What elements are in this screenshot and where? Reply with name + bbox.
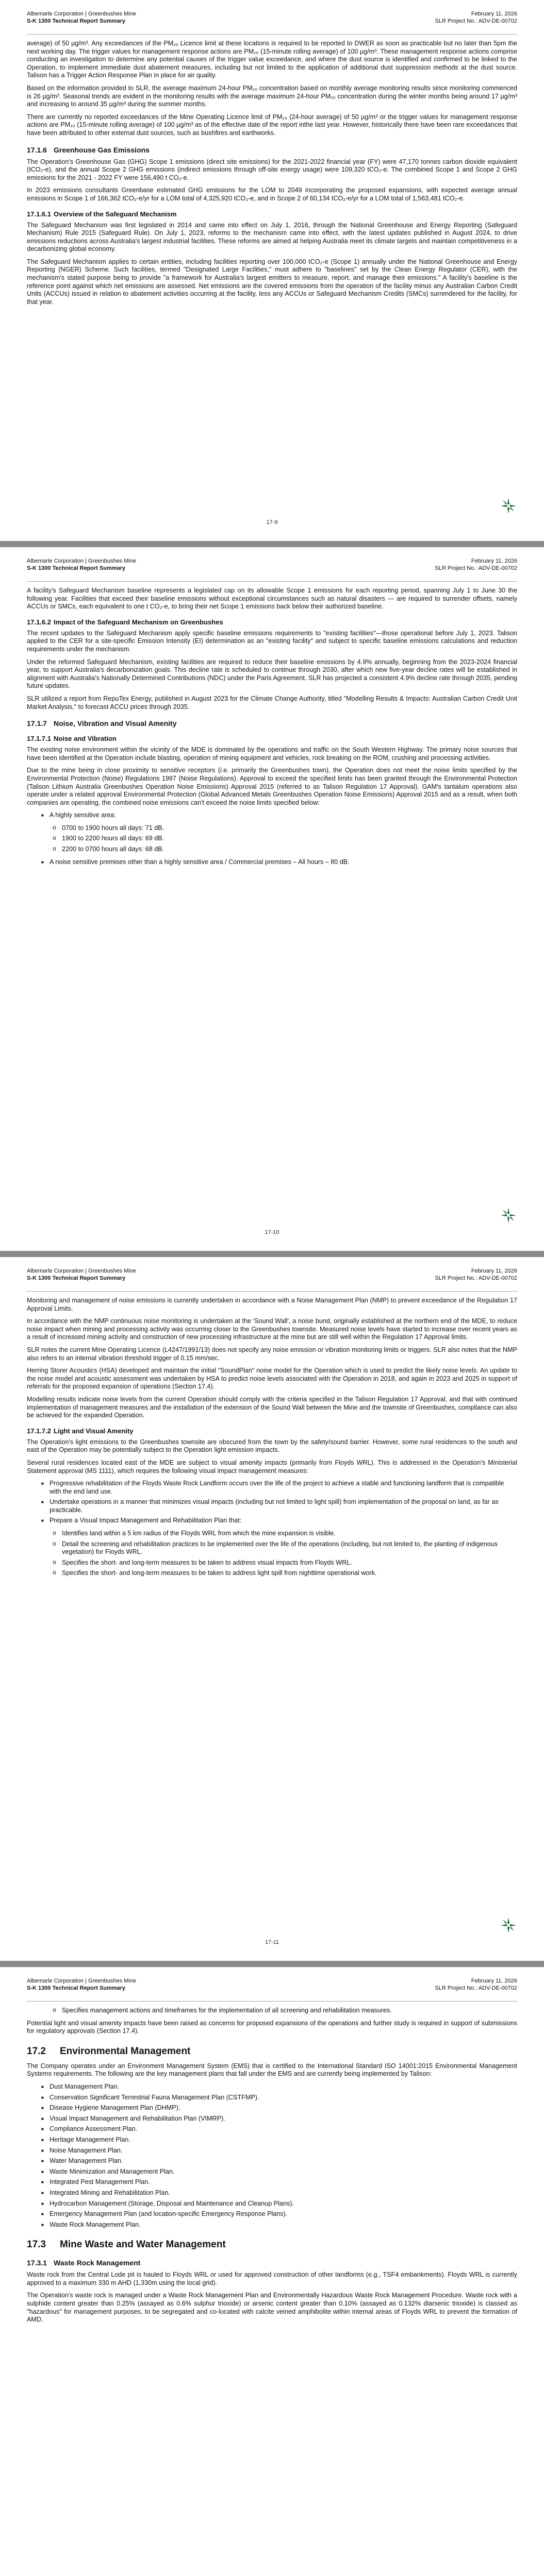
list-item: ■ Compliance Assessment Plan. [50,2125,517,2133]
section-heading-noise: 17.1.7 Noise, Vibration and Visual Amenity [27,719,177,728]
list-item: ■ Waste Minimization and Management Plan. [50,2168,517,2176]
paragraph: Based on the information provided to SLR, the average maximum 24-hour PM₁₀ concentration based on monthly average monitoring results since monitoring commenced is 26 µg/m³. Seasonal trends are evident in the monitoring results with the average maximum 24-hour PM₁₀ concentration during the winter months being around 17 µg/m³ and increasing to around 35 µg/m³ during the summer months. [27,84,517,108]
list-item: o 2200 to 0700 hours all days: 68 dB. [62,845,517,854]
page-number: 17-9 [266,519,278,526]
header-date: February 11, 2026 [471,1268,517,1274]
paragraph: The Safeguard Mechanism applies to certain entities, including facilities reporting over 100,000 tCO₂-e (Scope 1) annually under the National Greenhouse and Energy Reporting (NGER) Scheme. Such facilities, termed "Designated Large Facilities," must adhere to "baselines" set by the Clean Energy Regulator (CER), with the mechanism's stated purpose being to provide "a framework for Australia's largest emitters to measure, report, and manage their emissions." A facility's baseline is the reference point against which net emissions are assessed. Net emissions are the covered emissions from the operation of the facility minus any Australian Carbon Credit Units (ACCUs) issued in relation to abatement activities occurring at the facility, less any ACCUs or Safeguard Mechanism Credits (SMCs) surrendered for the facility, for that year. [27,258,517,306]
list-item: o Identifies land within a 5 km radius of the Floyds WRL from which the mine expansion is visible. [62,1530,517,1538]
sub-list [27,2007,517,2015]
section-heading-safeguard-impact: 17.1.6.2 Impact of the Safeguard Mechanism on Greenbushes [27,618,223,626]
bullet-list [27,858,517,867]
list-item: ■ Waste Rock Management Plan. [50,2221,517,2229]
header-company: Albemarle Corporation | Greenbushes Mine [27,558,136,564]
list-item: ■ Water Management Plan. [50,2157,517,2165]
list-item: ■ Noise Management Plan. [50,2147,517,2155]
list-item: ■ Undertake operations in a manner that minimizes visual impacts (including but not limited to light spill) from implementation of the proposal on land, as far as practicable. [50,1498,517,1514]
header-report-title: S-K 1300 Technical Report Summary [27,1985,126,1991]
paragraph: In accordance with the NMP continuous noise monitoring is undertaken at the 'Sound Wall', a noise bund, originally established at the northern end of the MDE, to reduce noise impact when mining and processing activity was occurring closer to the Greenbushes townsite. Measured noise levels have started to increase over recent years as a result of increased mining activity and construction of new processing infrastructure at the mine but are still well within the Regulation 17 Approval limits. [27,1317,517,1341]
paragraph: Due to the mine being in close proximity to sensitive receptors (i.e. primarily the Greenbushes town), the Operation does not meet the noise limits specified by the Environmental Protection (Noise) Regulations 1997 (Noise Regulations). Approval to exceed the specified limits has been granted through the Environmental Protection (Talison Lithium Australia Greenbushes Operation Noise Emissions) Approval 2015 (referred to as Talison Regulation 17 Approval). GAM's tantalum operations also operate under a related approval Environmental Protection (Global Advanced Metals Greenbushes Operation Noise Emissions) Approval 2015 and as a result, when both companies are operating, the combined noise emissions can't exceed the noise limits specified below: [27,767,517,806]
list-item: ■ Disease Hygiene Management Plan (DHMP). [50,2104,517,2112]
page-17-11 [0,1257,544,1961]
list-item: o 0700 to 1900 hours all days: 71 dB. [62,824,517,833]
bullet-list [27,1480,517,1525]
paragraph: SLR utilized a report from RepuTex Energy, published in August 2023 for the Climate Change Authority, titled "Modelling Results & Impacts: Australian Carbon Credit Unit Market Analysis," to forecast ACCU prices through 2035. [27,694,517,710]
header-date: February 11, 2026 [471,11,517,17]
slr-logo-icon [500,1207,517,1224]
paragraph: average) of 50 µg/m³. Any exceedances of the PM₁₀ Licence limit at these locations is required to be reported to DWER as soon as practicable but no later than 5pm the next working day. The trigger values for management response actions are PM₁₀ (15-minute rolling average) of 100 µg/m³. These management response actions comprise conducting an investigation to determine any potential causes of the trigger value exceedance, and where the dust source is identified and confirmed to be linked to the Operation, to implement immediate dust abatement measures, including but not limited to the application of additional dust suppression methods at the dust source. Talison has a Trigger Action Response Plan in place for air quality. [27,40,517,79]
header-company: Albemarle Corporation | Greenbushes Mine [27,1268,136,1274]
header-report-title: S-K 1300 Technical Report Summary [27,565,126,571]
list-item: o Detail the screening and rehabilitation practices to be implemented over the life of the operations (including, but not limited to, the planting of indigenous vegetation) for Floyds WRL. [62,1540,517,1556]
paragraph: The Operation's waste rock is managed under a Waste Rock Management Plan and Environmentally Hazardous Waste Rock Management Procedure. Waste rock with a sulphide content greater than 0.25% (assayed as 0.6% sulphur trioxide) or arsenic content greater than 0.10% (assayed as 0.132% diarsenic trioxide) is classed as "hazardous" for management purposes, to be segregated and co-located with calcite veined amphibolite within internal areas of Floyds WRL to prevent the formation of AMD. [27,2292,517,2324]
header-project-no: SLR Project No.: ADV-DE-00702 [435,18,517,24]
list-item: ■ Heritage Management Plan. [50,2136,517,2144]
header-report-title: S-K 1300 Technical Report Summary [27,1275,126,1281]
list-item: o Specifies the short- and long-term measures to be taken to address visual impacts from Floyds WRL. [62,1559,517,1567]
section-heading-light-visual: 17.1.7.2 Light and Visual Amenity [27,1427,134,1435]
sub-list [27,824,517,854]
list-item: o Specifies the short- and long-term measures to be taken to address light spill from nighttime operational work. [62,1569,517,1578]
paragraph: Modelling results indicate noise levels from the current Operation should comply with the criteria specified in the Talison Regulation 17 Approval, and that with continued implementation of management measures and the installation of the extension of the Sound Wall between the Mine and the townsite of Greenbushes, compliance can also be achieved for the expanded Operation. [27,1395,517,1419]
list-item: ■ Emergency Management Plan (and location-specific Emergency Response Plans). [50,2210,517,2218]
page-number: 17-11 [265,1939,279,1945]
list-item: ■ A noise sensitive premises other than a highly sensitive area / Commercial premises – All hours – 80 dB. [50,858,517,867]
slr-logo-icon [500,497,517,515]
management-plans-list [27,2083,517,2229]
list-item: ■ Progressive rehabilitation of the Floyds Waste Rock Landform occurs over the life of the project to achieve a stable and functioning landform that is compatible with the end land use. [50,1480,517,1496]
list-item: ■ Integrated Mining and Rehabilitation Plan. [50,2189,517,2197]
list-item: ■ A highly sensitive area: [50,811,517,820]
header-project-no: SLR Project No.: ADV-DE-00702 [435,1985,517,1991]
header-report-title: S-K 1300 Technical Report Summary [27,18,126,24]
paragraph: The Company operates under an Environment Management System (EMS) that is certified to the International Standard ISO 14001:2015 Environmental Management Systems requirements. The following are the key management plans that fall under the EMS and are currently being implemented by Talison: [27,2062,517,2078]
page-number: 17-10 [265,1229,279,1235]
list-item: ■ Prepare a Visual Impact Management and Rehabilitation Plan that: [50,1517,517,1525]
slr-logo-icon [500,1917,517,1934]
page-17-12 [0,1967,544,2576]
header-project-no: SLR Project No.: ADV-DE-00702 [435,565,517,571]
paragraph: The Operation's Greenhouse Gas (GHG) Scope 1 emissions (direct site emissions) for the 2021-2022 financial year (FY) were 47,170 tonnes carbon dioxide equivalent (tCO₂-e), and the annual Scope 2 GHG emissions (indirect emissions through off-site energy usage) were 109,320 tCO₂-e. The combined Scope 1 and Scope 2 GHG emissions for the 2021 - 2022 FY were 156,490 t CO₂-e. [27,158,517,181]
paragraph: The existing noise environment within the vicinity of the MDE is dominated by the operations and traffic on the South Western Highway. The primary noise sources that have been identified at the Operation include blasting, operation of mining equipment and vehicles, rock breaking on the ROM, crushing and processing activities. [27,746,517,761]
section-heading-waste-rock: 17.3.1 Waste Rock Management [27,2259,141,2267]
page-17-9 [0,0,544,541]
paragraph: SLR notes the current Mine Operating Licence (L4247/1991/13) does not specify any noise emission or vibration monitoring limits or triggers. SLR also notes that the NMP also refers to an internal vibration threshold trigger of 0.15 mm/sec. [27,1346,517,1362]
bullet-list [27,811,517,820]
list-item: o 1900 to 2200 hours all days: 69 dB. [62,835,517,843]
paragraph: Herring Storer Acoustics (HSA) developed and maintain the initial "SoundPlan" noise model for the Operation which is used to predict the likely noise levels. An update to the noise model and acoustic assessment was undertaken by HSA to predict noise levels associated with the Operation in 2018, and again in 2023 and 2025 in support of referrals for the proposed expansion of operations (Section 17.4). [27,1367,517,1391]
paragraph: Potential light and visual amenity impacts have been raised as concerns for proposed expansions of the operations and further study is required in support of submissions for regulatory approvals (Section 17.4). [27,2019,517,2035]
list-item: ■ Hydrocarbon Management (Storage, Disposal and Maintenance and Cleanup Plans). [50,2200,517,2208]
list-item: ■ Visual Impact Management and Rehabilitation Plan (VIMRP). [50,2115,517,2123]
paragraph: Under the reformed Safeguard Mechanism, existing facilities are required to reduce their baseline emissions by 4.9% annually, beginning from the 2023-2024 financial year, to support Australia's decarbonization goals. This decline rate is scheduled to continue through 2030, after which new five-year decline rates will be established in alignment with Australia's Nationally Determined Contributions (NDC) under the Paris Agreement. SLR has projected a consistent 4.9% decline rate through 2035, pending future updates. [27,658,517,690]
header-date: February 11, 2026 [471,558,517,564]
paragraph: The Operation's light emissions to the Greenbushes townsite are obscured from the town by the safety/sound barrier. However, some rural residences to the south and east of the Operation may be potentially subject to the Operation light emission impacts. [27,1438,517,1454]
paragraph: The Safeguard Mechanism was first legislated in 2014 and came into effect on July 1, 2016, through the National Greenhouse and Energy Reporting (Safeguard Mechanism) Rule 2015 (Safeguard Rule). On July 1, 2023, reforms to the mechanism came into effect, with the latest updates published in August 2024, to drive emissions reductions across Australia's largest industrial facilities. These reforms are aimed at helping Australia meet its climate targets and maintain competitiveness in a decarbonizing global economy. [27,221,517,253]
page-17-10 [0,547,544,1251]
section-heading-environmental-management: 17.2 Environmental Management [27,2045,191,2057]
page-header [27,0,517,35]
paragraph: There are currently no reported exceedances of the Mine Operating Licence limit of PM₁₀ (24-hour average) of 50 µg/m³ or the trigger values for management response actions are PM₁₀ (15-minute rolling average) of 100 µg/m³ as of the effective date of the report inthe last year. However, historically there have been rare exceedances that have been attributed to other external dust sources, such as bushfires and earthworks. [27,113,517,137]
paragraph: Monitoring and management of noise emissions is currently undertaken in accordance with a Noise Management Plan (NMP) to prevent exceedance of the Regulation 17 Approval Limits. [27,1297,517,1312]
header-company: Albemarle Corporation | Greenbushes Mine [27,11,136,17]
paragraph: In 2023 emissions consultants Greenbase estimated GHG emissions for the LOM to 2049 incorporating the proposed expansions, with expected average annual emissions in Scope 1 of 166,362 tCO₂-e/yr for a LOM total of 4,325,920 tCO₂-e, and in Scope 2 of 60,134 tCO₂-e/yr for a LOM total of 1,563,481 tCO₂-e. [27,187,517,202]
page-header [27,547,517,582]
header-company: Albemarle Corporation | Greenbushes Mine [27,1978,136,1984]
paragraph: Waste rock from the Central Lode pit is hauled to Floyds WRL or used for approved construction of other landforms (e.g., TSF4 embankments). Floyds WRL is currently approved to a maximum 330 m AHD (1,330m using the local grid). [27,2271,517,2286]
section-heading-ghg: 17.1.6 Greenhouse Gas Emissions [27,145,150,154]
section-heading-noise-vibration: 17.1.7.1 Noise and Vibration [27,735,117,743]
list-item: ■ Conservation Significant Terrestrial Fauna Management Plan (CSTFMP). [50,2094,517,2102]
section-heading-mine-waste: 17.3 Mine Waste and Water Management [27,2239,226,2250]
header-project-no: SLR Project No.: ADV-DE-00702 [435,1275,517,1281]
paragraph: The recent updates to the Safeguard Mechanism apply specific baseline emissions requirements to "existing facilities"—those operational before July 1, 2023. Talison applied to the CER for a site-specific Emission Intensity (EI) determination as an "existing facility" and subject to specific baseline emissions calculations and reduction requirements under the mechanism. [27,629,517,653]
list-item: ■ Dust Management Plan. [50,2083,517,2091]
list-item: o Specifies management actions and timeframes for the implementation of all screening and rehabilitation measures. [62,2007,517,2015]
page-header [27,1257,517,1292]
page-header [27,1967,517,2002]
section-heading-safeguard-overview: 17.1.6.1 Overview of the Safeguard Mechanism [27,210,177,218]
sub-list [27,1530,517,1578]
header-date: February 11, 2026 [471,1978,517,1984]
paragraph: A facility's Safeguard Mechanism baseline represents a legislated cap on its allowable Scope 1 emissions for each reporting period, spanning July 1 to June 30 the following year. Facilities that exceed their baseline emissions without exceptional circumstances such as natural disasters — are required to surrender offsets, namely ACCUs or SMCs, each equivalent to one t CO₂-e, to bring their net Scope 1 emissions back below their authorized baseline. [27,587,517,611]
paragraph: Several rural residences located east of the MDE are subject to visual amenity impacts (primarily from Floyds WRL). This is addressed in the Operation's Ministerial Statement approval (MS 1111), which requires the following visual impact management measures: [27,1459,517,1475]
list-item: ■ Integrated Pest Management Plan. [50,2178,517,2187]
